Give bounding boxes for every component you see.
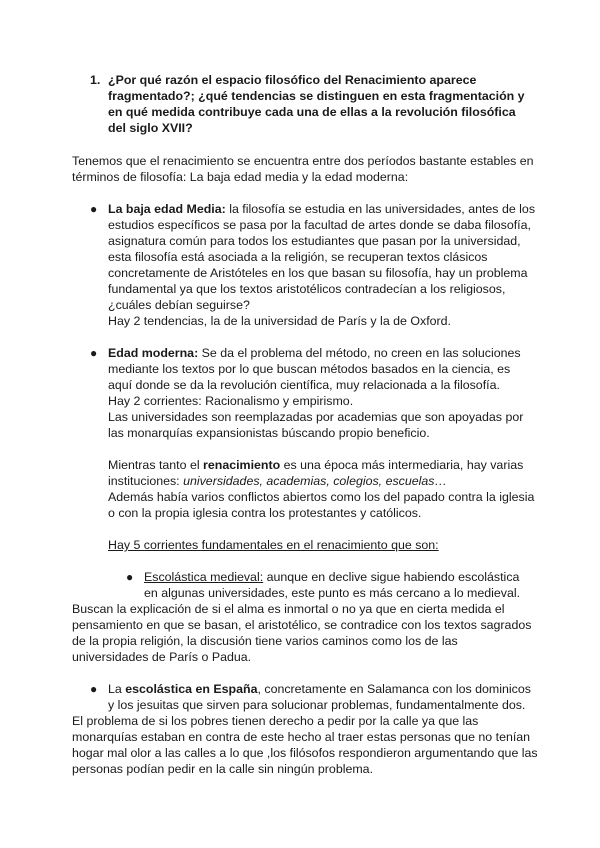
- baja-first-rest: la filosofía se estudia en las universidades, antes de los: [225, 202, 536, 216]
- moderna-term: Edad moderna:: [108, 346, 199, 360]
- corrientes-heading: Hay 5 corrientes fundamentales en el renacimiento que son:: [108, 538, 439, 552]
- espana-first-rest: , concretamente en Salamanca con los dominicos: [257, 682, 531, 696]
- baja-line-4: esta filosofía está asociada a la religión, se recuperan textos clásicos: [108, 250, 488, 264]
- baja-line-8: Hay 2 tendencias, la de la universidad de París y la de Oxford.: [108, 314, 451, 328]
- instituciones-line: [108, 473, 447, 489]
- escolastica-line-2: en algunas universidades, este punto es más cercano a lo medieval.: [144, 586, 521, 600]
- escolastica-term: Escolástica medieval:: [144, 570, 264, 584]
- moderna-line-4: Hay 2 corrientes: Racionalismo y empirismo.: [108, 394, 354, 408]
- bullet-icon: ●: [90, 202, 98, 216]
- espana-first-line: [108, 681, 531, 697]
- escolastica-line-6: universidades de París o Padua.: [72, 650, 252, 664]
- moderna-line-5: Las universidades son reemplazadas por academias que son apoyadas por: [108, 410, 524, 424]
- moderna-line-2: mediante los textos por lo que buscan métodos basados en la ciencia, es: [108, 362, 511, 376]
- moderna-first-line: [108, 345, 521, 361]
- bullet-icon: ●: [126, 570, 134, 584]
- espana-line-4: monarquías estaban en contra de este hecho al traer estas personas que no tenían: [72, 730, 531, 744]
- mientras-pre: Mientras tanto el: [108, 458, 204, 472]
- instituciones-list: universidades, academias, colegios, escuelas…: [183, 474, 447, 488]
- ademas-line-1: Además había varios conflictos abiertos como los del papado contra la iglesia: [108, 490, 535, 504]
- escolastica-line-5: de la propia religión, la discusión tiene varios caminos como los de las: [72, 634, 458, 648]
- question-number: 1.: [90, 73, 101, 87]
- espana-term: escolástica en España: [125, 682, 258, 696]
- baja-line-5: concretamente de Aristóteles en los que basan su filosofía, hay un problema: [108, 266, 528, 280]
- renacimiento-term: renacimiento: [203, 458, 281, 472]
- moderna-first-rest: Se da el problema del método, no creen en las soluciones: [198, 346, 521, 360]
- espana-line-6: personas podían pedir en la calle sin ningún problema.: [72, 762, 374, 776]
- moderna-line-6: las monarquías expansionistas búscando propio beneficio.: [108, 426, 430, 440]
- baja-line-6: fundamental ya que los textos aristotélicos contradecían a los religiosos,: [108, 282, 506, 296]
- escolastica-first-rest: aunque en declive sigue habiendo escolástica: [263, 570, 520, 584]
- moderna-line-3: aquí donde se da la revolución científica, muy relacionada a la filosofía.: [108, 378, 500, 392]
- espana-line-2: y los jesuitas que sirven para solucionar problemas, fundamentalmente dos.: [108, 698, 526, 712]
- espana-line-3: El problema de si los pobres tienen derecho a pedir por la calle ya que las: [72, 714, 479, 728]
- baja-term: La baja edad Media:: [108, 202, 226, 216]
- ademas-line-2: o con la propia iglesia contra los protestantes y católicos.: [108, 506, 422, 520]
- question-line-1: ¿Por qué razón el espacio filosófico del Renacimiento aparece: [108, 73, 477, 87]
- question-line-3: en qué medida contribuye cada una de ellas a la revolución filosófica: [108, 105, 516, 119]
- espana-line-5: hogar mal olor a las calles a lo que ,los filósofos respondieron argumentando que las: [72, 746, 538, 760]
- baja-line-2: estudios específicos se pasa por la facultad de artes donde se daba filosofía,: [108, 218, 531, 232]
- baja-line-7: ¿cuáles debían seguirse?: [108, 298, 250, 312]
- mientras-line: [108, 457, 523, 473]
- intro-line-1: Tenemos que el renacimiento se encuentra entre dos períodos bastante estables en: [72, 154, 534, 168]
- instituciones-pre: instituciones:: [108, 474, 184, 488]
- escolastica-first-line: [144, 569, 519, 585]
- question-line-2: fragmentado?; ¿qué tendencias se distinguen en esta fragmentación y: [108, 89, 525, 103]
- baja-first-line: [108, 201, 535, 217]
- baja-line-3: asignatura común para todos los estudiantes que pasan por la universidad,: [108, 234, 521, 248]
- bullet-icon: ●: [90, 346, 98, 360]
- intro-line-2: términos de filosofía: La baja edad media y la edad moderna:: [72, 170, 409, 184]
- bullet-icon: ●: [90, 682, 98, 696]
- escolastica-line-3: Buscan la explicación de si el alma es inmortal o no ya que en cierta medida el: [72, 602, 505, 616]
- escolastica-line-4: pensamiento en que se basan, el aristotélico, se contradice con los textos sagrados: [72, 618, 532, 632]
- mientras-post: es una época más intermediaria, hay varias: [280, 458, 524, 472]
- question-line-4: del siglo XVII?: [108, 121, 193, 135]
- espana-pre: La: [108, 682, 126, 696]
